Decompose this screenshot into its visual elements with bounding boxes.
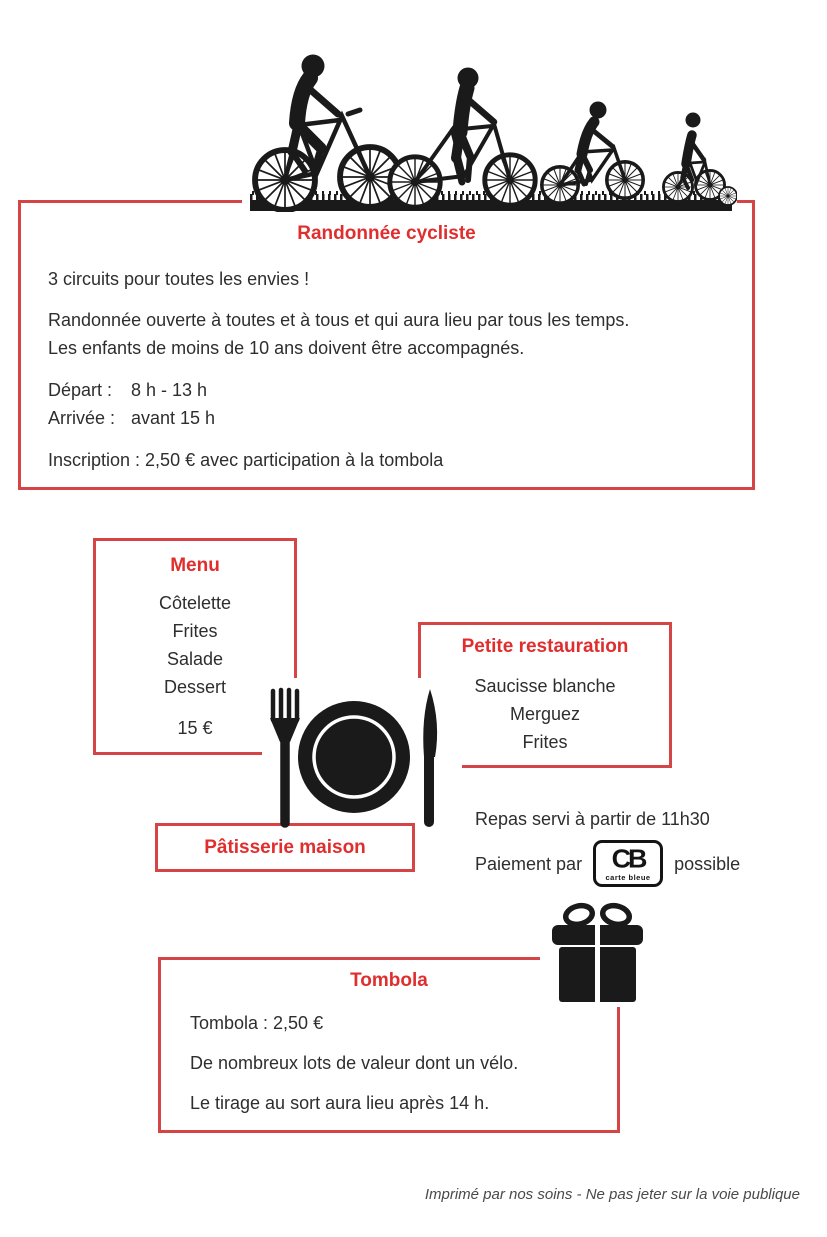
randonnee-box (18, 200, 755, 490)
arrivee-label: Arrivée : (48, 408, 116, 428)
tombola-tirage-line: Le tirage au sort aura lieu après 14 h. (190, 1093, 490, 1113)
menu-price: 15 € (177, 718, 213, 738)
depart-value: 8 h - 13 h (131, 380, 208, 400)
description-line-1: Randonnée ouverte à toutes et à tous et qui aura lieu par tous les temps. (48, 310, 630, 330)
paiement-line (475, 840, 740, 887)
menu-item: Salade (166, 649, 224, 669)
menu-title: Menu (170, 555, 220, 576)
tombola-lots-line: De nombreux lots de valeur dont un vélo. (190, 1053, 519, 1073)
patisserie-box (155, 823, 415, 872)
cb-subtext: carte bleue (605, 872, 651, 882)
cyclists-icon (242, 30, 737, 212)
description-line-2: Les enfants de moins de 10 ans doivent être accompagnés. (48, 338, 525, 358)
menu-item: Frites (172, 621, 218, 641)
inscription-line: Inscription : 2,50 € avec participation à la tombola (48, 450, 444, 470)
carte-bleue-icon (593, 840, 663, 887)
repas-line: Repas servi à partir de 11h30 (475, 809, 710, 829)
petite-restauration-title: Petite restauration (461, 636, 629, 657)
patisserie-title: Pâtisserie maison (204, 836, 366, 858)
plate-fork-knife-icon (262, 678, 462, 830)
randonnee-title: Randonnée cycliste (297, 223, 476, 244)
circuits-line: 3 circuits pour toutes les envies ! (48, 269, 310, 289)
paiement-prefix: Paiement par (475, 853, 583, 874)
petite-item: Frites (522, 732, 568, 752)
tombola-price-line: Tombola : 2,50 € (190, 1013, 324, 1033)
cb-letters: CB (611, 844, 645, 874)
tombola-title: Tombola (350, 970, 428, 991)
paiement-suffix: possible (674, 853, 741, 874)
menu-item: Dessert (163, 677, 226, 697)
depart-label: Départ : (48, 380, 113, 400)
petite-item: Merguez (509, 704, 581, 724)
gift-icon (540, 895, 655, 1010)
menu-item: Côtelette (158, 593, 232, 613)
footer-note: Imprimé par nos soins - Ne pas jeter sur la voie publique (424, 1186, 800, 1203)
petite-item: Saucisse blanche (474, 676, 616, 696)
arrivee-value: avant 15 h (131, 408, 216, 428)
